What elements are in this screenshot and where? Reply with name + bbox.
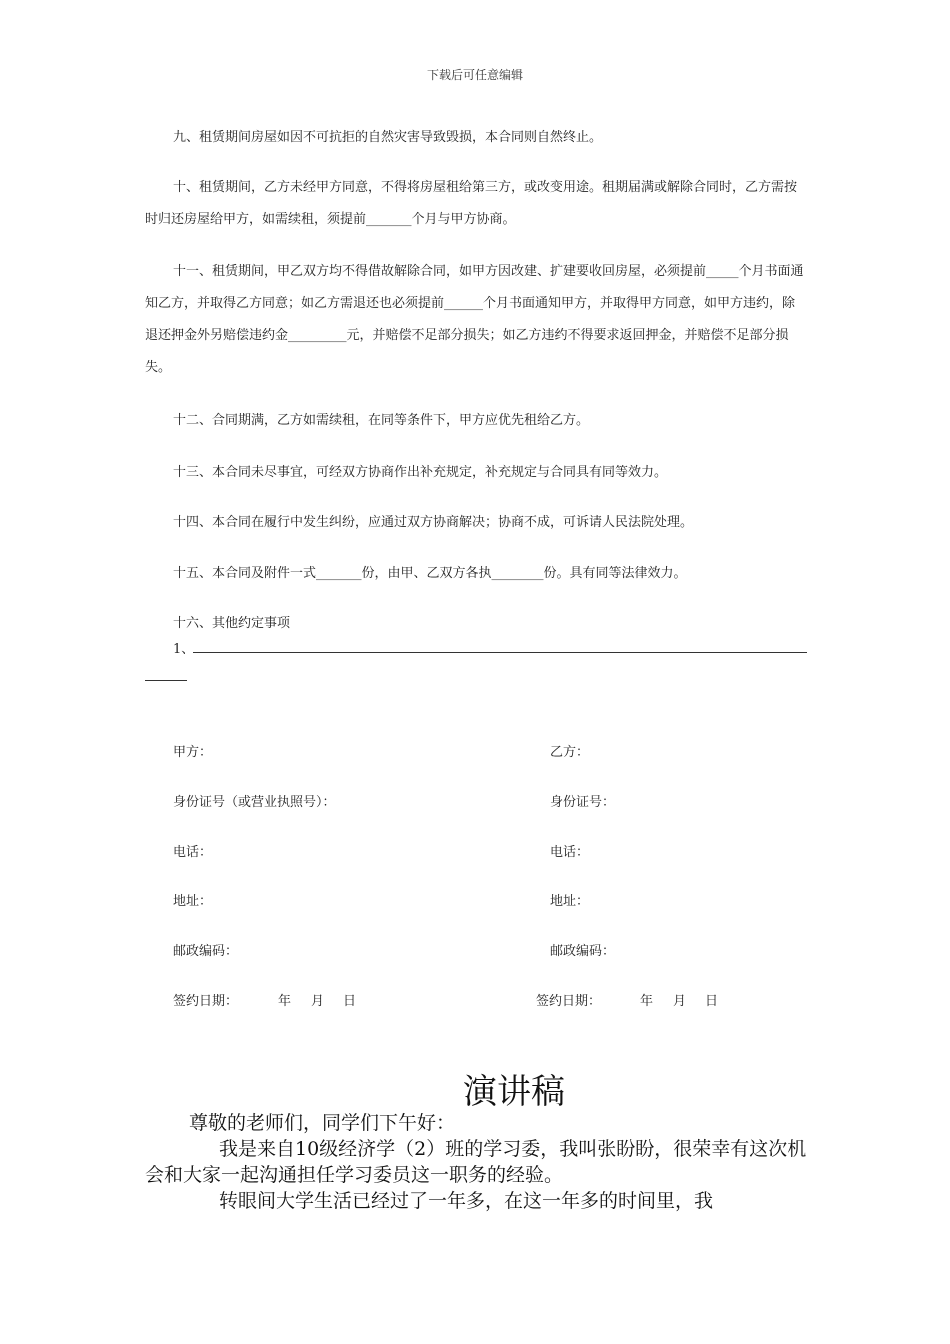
clause-15: 十五、本合同及附件一式_______份，由甲、乙双方各执________份。具有同等法律效力。: [173, 566, 687, 581]
party-b-address: 地址：: [550, 894, 590, 909]
clause-13: 十三、本合同未尽事宜，可经双方协商作出补充规定，补充规定与合同具有同等效力。: [173, 465, 668, 480]
party-a-day: 日: [343, 994, 357, 1009]
party-a-id: 身份证号（或营业执照号）：: [173, 795, 336, 810]
party-b-date-label: 签约日期：: [536, 994, 602, 1009]
speech-greeting: 尊敬的老师们，同学们下午好：: [189, 1112, 456, 1134]
clause-14: 十四、本合同在履行中发生纠纷，应通过双方协商解决；协商不成，可诉请人民法院处理。: [173, 515, 694, 530]
party-a-phone: 电话：: [173, 845, 213, 860]
speech-title: 演讲稿: [463, 1072, 565, 1112]
party-b-day: 日: [705, 994, 719, 1009]
party-b-postcode: 邮政编码：: [550, 944, 616, 959]
clause-10: 十、租赁期间，乙方未经甲方同意，不得将房屋租给第三方，或改变用途。租期届满或解除合同时，乙方需按时归还房屋给甲方，如需续租，须提前_______个月与甲方协商。: [145, 180, 798, 227]
page-header: 下载后可任意编辑: [426, 68, 523, 82]
clause-12: 十二、合同期满，乙方如需续租，在同等条件下，甲方应优先租给乙方。: [173, 413, 590, 428]
speech-paragraph-1: 我是来自10级经济学（2）班的学习委，我叫张盼盼，很荣幸有这次机会和大家一起沟通担任学习委员这一职务的经验。: [145, 1138, 807, 1186]
party-b-month: 月: [673, 994, 687, 1009]
clause-11: 十一、租赁期间，甲乙双方均不得借故解除合同，如甲方因改建、扩建要收回房屋，必须提前_____个月书面通知乙方，并取得乙方同意；如乙方需退还也必须提前______个月书面通知甲方，并取得甲方同意，如甲方违约，除退还押金外另赔偿违约金_________元，并赔偿不足部分损失；如乙方违约不得要求返回押金，并赔偿不足部分损失。: [145, 264, 804, 375]
party-a-year: 年: [278, 994, 292, 1009]
party-b-title: 乙方：: [550, 745, 590, 760]
party-b-phone: 电话：: [550, 845, 590, 860]
clause-16: 十六、其他约定事项: [173, 616, 291, 631]
clause-9: 九、租赁期间房屋如因不可抗拒的自然灾害导致毁损，本合同则自然终止。: [173, 130, 603, 145]
party-b-year: 年: [640, 994, 654, 1009]
party-b-id: 身份证号：: [550, 795, 616, 810]
speech-paragraph-2: 转眼间大学生活已经过了一年多，在这一年多的时间里，我: [219, 1190, 714, 1212]
party-a-postcode: 邮政编码：: [173, 944, 239, 959]
blank-line-continuation: [145, 680, 187, 681]
party-a-month: 月: [311, 994, 325, 1009]
blank-line: [193, 652, 807, 653]
party-a-date-label: 签约日期：: [173, 994, 239, 1009]
party-a-address: 地址：: [173, 894, 213, 909]
clause-16-item-1: 1、: [173, 642, 195, 657]
party-a-title: 甲方：: [173, 745, 213, 760]
